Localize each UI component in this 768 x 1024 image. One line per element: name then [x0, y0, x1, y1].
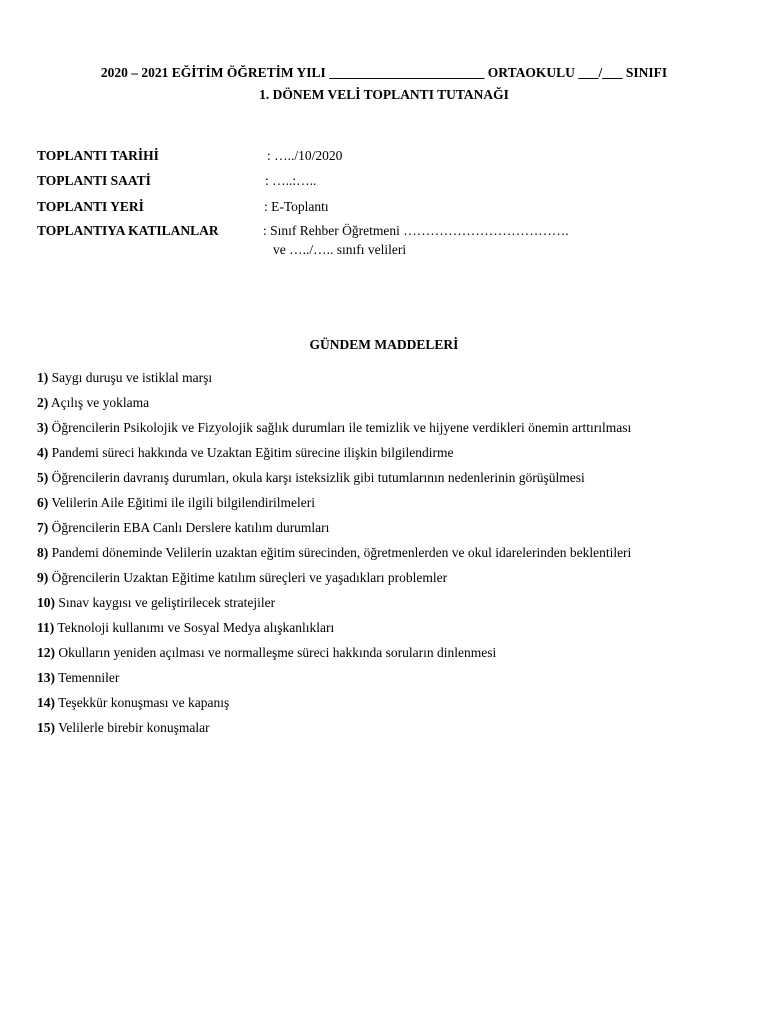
- agenda-item-text: Öğrencilerin EBA Canlı Derslere katılım durumları: [51, 520, 330, 535]
- agenda-item: [37, 695, 757, 720]
- agenda-item-text: Sınav kaygısı ve geliştirilecek stratejiler: [58, 595, 276, 610]
- agenda-item: [37, 470, 757, 495]
- meeting-time-label: TOPLANTI SAATİ: [37, 173, 151, 188]
- agenda-item-number: 7): [37, 520, 49, 535]
- agenda-item-number: 4): [37, 445, 49, 460]
- agenda-item-number: 12): [37, 645, 55, 660]
- meeting-attendees-label: TOPLANTIYA KATILANLAR: [37, 223, 219, 238]
- agenda-item: [37, 370, 757, 395]
- agenda-item: [37, 645, 757, 670]
- agenda-item-text: Teşekkür konuşması ve kapanış: [58, 695, 230, 710]
- meeting-date-value: : …../10/2020: [267, 148, 343, 163]
- agenda-item-text: Öğrencilerin Psikolojik ve Fizyolojik sağlık durumları ile temizlik ve hijyene verdikleri önemin arttırılması: [51, 420, 632, 435]
- agenda-item-text: Öğrencilerin Uzaktan Eğitime katılım süreçleri ve yaşadıkları problemler: [51, 570, 448, 585]
- agenda-item-number: 9): [37, 570, 49, 585]
- meeting-date-label: TOPLANTI TARİHİ: [37, 148, 159, 163]
- agenda-item-number: 15): [37, 720, 55, 735]
- agenda-list: [37, 370, 757, 745]
- agenda-item-number: 3): [37, 420, 49, 435]
- agenda-item: [37, 570, 757, 595]
- agenda-item-text: Saygı duruşu ve istiklal marşı: [51, 370, 213, 385]
- agenda-item: [37, 620, 757, 645]
- agenda-item-number: 6): [37, 495, 49, 510]
- agenda-item-number: 13): [37, 670, 55, 685]
- agenda-item: [37, 395, 757, 420]
- document-subtitle: 1. DÖNEM VELİ TOPLANTI TUTANAĞI: [259, 87, 509, 102]
- agenda-item: [37, 545, 757, 570]
- meeting-attendees-value-line2: ve …../….. sınıfı velileri: [273, 242, 407, 257]
- agenda-item-number: 14): [37, 695, 55, 710]
- agenda-item-number: 10): [37, 595, 55, 610]
- agenda-item: [37, 595, 757, 620]
- agenda-item-text: Açılış ve yoklama: [50, 395, 150, 410]
- agenda-item-text: Pandemi döneminde Velilerin uzaktan eğitim sürecinden, öğretmenlerden ve okul idarelerinden beklentileri: [51, 545, 632, 560]
- agenda-item-number: 5): [37, 470, 49, 485]
- agenda-title: GÜNDEM MADDELERİ: [309, 337, 459, 352]
- document-title: 2020 – 2021 EĞİTİM ÖĞRETİM YILI _______________________ ORTAOKULU ___/___ SINIFI: [100, 65, 668, 80]
- agenda-item-text: Velilerin Aile Eğitimi ile ilgili bilgilendirilmeleri: [51, 495, 315, 510]
- agenda-item: [37, 445, 757, 470]
- agenda-item-text: Öğrencilerin davranış durumları, okula karşı isteksizlik gibi tutumlarının nedenlerinin görüşülmesi: [51, 470, 585, 485]
- agenda-item: [37, 720, 757, 745]
- agenda-item-number: 11): [37, 620, 55, 635]
- agenda-item-number: 1): [37, 370, 49, 385]
- agenda-item: [37, 670, 757, 695]
- agenda-item-text: Teknoloji kullanımı ve Sosyal Medya alışkanlıkları: [57, 620, 335, 635]
- meeting-attendees-value: : Sınıf Rehber Öğretmeni ……………………………….: [263, 223, 569, 238]
- agenda-item: [37, 420, 757, 445]
- meeting-place-label: TOPLANTI YERİ: [37, 199, 144, 214]
- agenda-item-text: Temenniler: [58, 670, 120, 685]
- agenda-item-text: Velilerle birebir konuşmalar: [58, 720, 210, 735]
- agenda-item: [37, 495, 757, 520]
- agenda-item: [37, 520, 757, 545]
- agenda-item-number: 2): [37, 395, 49, 410]
- meeting-place-value: : E-Toplantı: [264, 199, 329, 214]
- meeting-time-value: : …..:…..: [265, 173, 317, 188]
- agenda-item-text: Pandemi süreci hakkında ve Uzaktan Eğitim sürecine ilişkin bilgilendirme: [51, 445, 454, 460]
- agenda-item-text: Okulların yeniden açılması ve normalleşme süreci hakkında soruların dinlenmesi: [58, 645, 497, 660]
- agenda-item-number: 8): [37, 545, 49, 560]
